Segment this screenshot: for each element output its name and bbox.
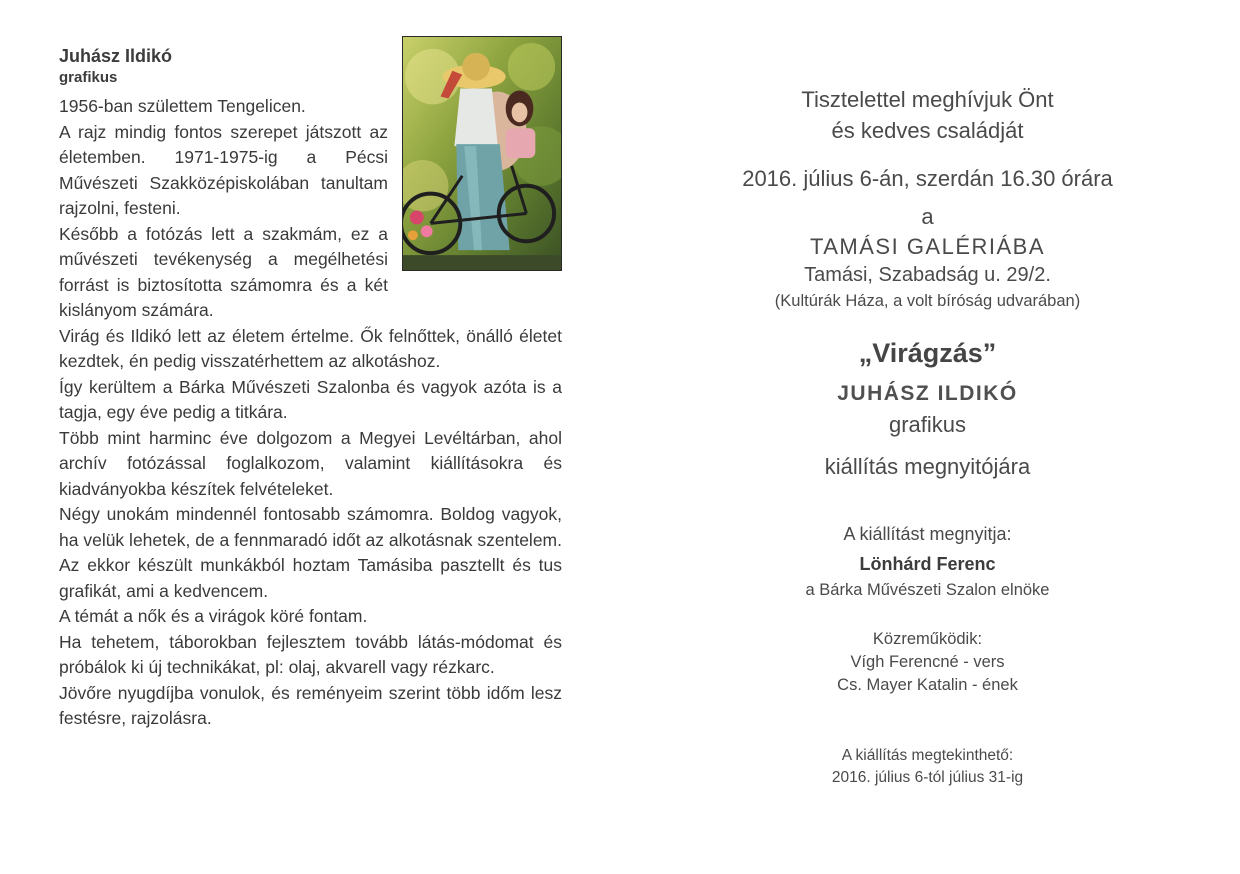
author-name: Juhász Ildikó [59,46,173,66]
opener-label: A kiállítást megnyitja: [843,524,1012,544]
invite-line-1: Tisztelettel meghívjuk Önt [801,87,1054,112]
viewing-dates: 2016. július 6-tól július 31-ig [831,769,1024,786]
bio-paragraph: Jövőre nyugdíjba vonulok, és reményeim szerint több időm lesz festésre, rajzolásra. [59,682,562,728]
gallery-name: TAMÁSI GALÉRIÁBA [809,234,1046,259]
gallery-address: Tamási, Szabadság u. 29/2. [804,264,1051,286]
opener-title: a Bárka Művészeti Szalon elnöke [805,581,1050,599]
bio-paragraph: Így kerültem a Bárka Művészeti Szalonba és vagyok azóta is a tagja, egy éve pedig a titkára. [59,376,562,422]
bio-paragraph: Több mint harminc éve dolgozom a Megyei Levéltárban, ahol archív fotózással foglalkozom, valamint kiállításokra és kiadványokba készítek felvételeket. [59,427,562,499]
contributor-item: Cs. Mayer Katalin - ének [837,676,1018,694]
viewing-label: A kiállítás megtekinthető: [841,747,1014,764]
invitation-panel [700,84,1155,789]
opener-name: Lönhárd Ferenc [859,554,996,574]
bio-text [59,94,562,732]
painting-image [402,36,562,271]
painting-woman-bicycle-girl-icon [403,37,561,270]
bio-paragraph: 1956-ban születtem Tengelicen. [59,96,306,116]
invite-line-2: és kedves családját [831,118,1024,143]
bio-paragraph: Ha tehetem, táborokban fejlesztem tovább látás-módomat és próbálok ki új technikákat, pl: olaj, akvarell vagy rézkarc. [59,631,562,677]
artist-name: JUHÁSZ ILDIKÓ [837,382,1018,405]
opening-text: kiállítás megnyitójára [824,454,1031,479]
bio-paragraph: A rajz mindig fontos szerepet játszott az életemben. 1971-1975-ig a Pécsi Művészeti Szakközépiskolában tanultam rajzolni, festeni. [59,121,388,218]
contributors-label: Közreműködik: [872,630,983,648]
address-note: (Kultúrák Háza, a volt bíróság udvarában) [774,292,1081,310]
artist-role: grafikus [888,412,967,437]
connector-word: a [921,204,934,229]
event-date: 2016. július 6-án, szerdán 16.30 órára [742,166,1113,191]
bio-paragraph: Virág és Ildikó lett az életem értelme. Ők felnőttek, önálló életet kezdtek, én pedig visszatérhettem az alkotáshoz. [59,325,562,371]
artist-bio-panel [59,44,562,732]
bio-paragraph: Négy unokám mindennél fontosabb számomra. Boldog vagyok, ha velük lehetek, de a fennmaradó időt az alkotásnak szentelem. Az ekkor készült munkákból hoztam Tamásiba pasztellt és tus grafikát, ami a kedvencem. [59,504,562,601]
bio-paragraph: Később a fotózás lett a szakmám, ez a művészeti tevékenység a megélhetési forrást is biztosította számomra és a két kislányom számára. [59,223,388,320]
bio-paragraph: A témát a nők és a virágok köré fontam. [59,606,368,626]
contributor-item: Vígh Ferencné - vers [850,653,1005,671]
exhibition-title: „Virágzás” [858,338,997,368]
author-role: grafikus [59,69,118,86]
